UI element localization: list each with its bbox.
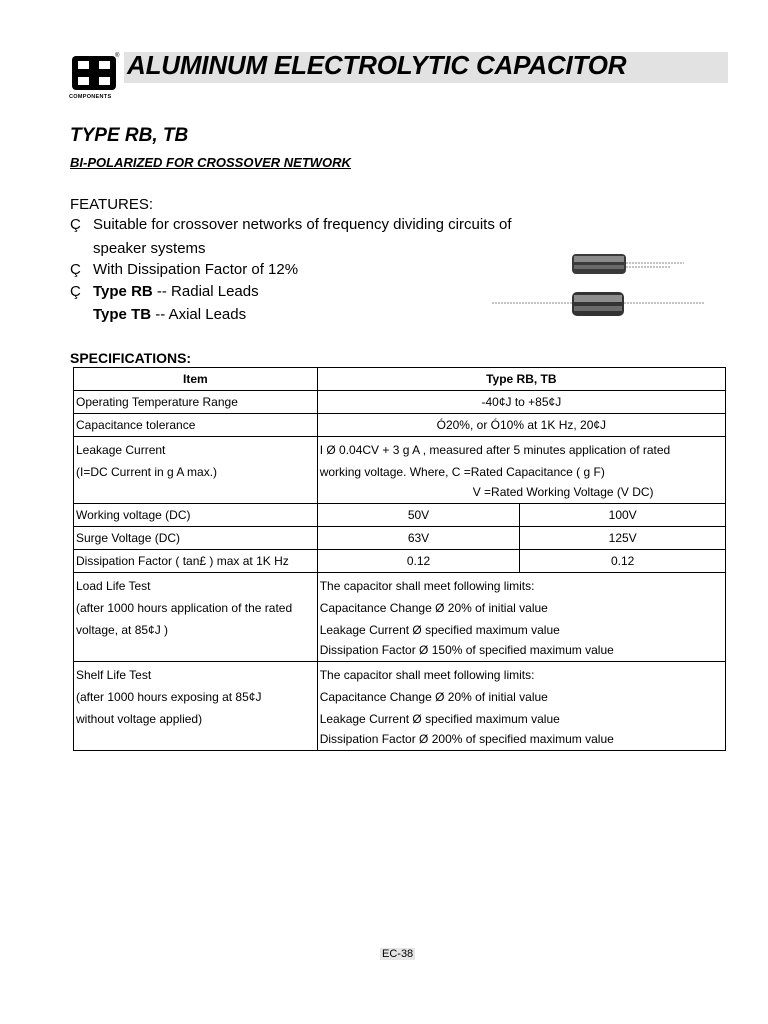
table-row bbox=[74, 662, 726, 751]
page-code: EC-38 bbox=[382, 948, 414, 960]
header-item: Item bbox=[74, 368, 318, 391]
row-label: Dissipation Factor ( tan£ ) max at 1K Hz bbox=[74, 550, 318, 573]
table-row bbox=[74, 391, 726, 414]
shelf-value-line: The capacitor shall meet following limits: bbox=[319, 668, 535, 682]
registered-mark: ® bbox=[115, 53, 120, 59]
load-value-line: The capacitor shall meet following limits: bbox=[319, 579, 535, 593]
header-type: Type RB, TB bbox=[317, 368, 725, 391]
load-label-line: Load Life Test bbox=[76, 579, 151, 593]
logo-text: COMPONENTS bbox=[69, 94, 112, 100]
shelf-value-line: Leakage Current Ø specified maximum value bbox=[319, 712, 560, 726]
row-value bbox=[317, 662, 725, 751]
row-label: Surge Voltage (DC) bbox=[74, 527, 318, 550]
features-heading: FEATURES: bbox=[70, 196, 154, 213]
feature-type-rb bbox=[93, 283, 259, 300]
load-label-line: voltage, at 85¢J ) bbox=[76, 623, 169, 637]
type-title: TYPE RB, TB bbox=[70, 125, 189, 146]
feature-item: With Dissipation Factor of 12% bbox=[93, 261, 299, 278]
row-label bbox=[74, 662, 318, 751]
shelf-label-line: (after 1000 hours exposing at 85¢J bbox=[76, 690, 262, 704]
row-value: 0.12 bbox=[520, 550, 726, 573]
leak-label-line: (I=DC Current in g A max.) bbox=[76, 465, 218, 479]
load-value-line: Dissipation Factor Ø 150% of specified maximum value bbox=[319, 643, 614, 657]
table-row bbox=[74, 437, 726, 504]
spec-table bbox=[73, 367, 726, 751]
leak-value-line: working voltage. Where, C =Rated Capacitance ( g F) bbox=[319, 465, 605, 479]
row-value: 50V bbox=[317, 504, 520, 527]
shelf-label-line: without voltage applied) bbox=[76, 712, 203, 726]
subtitle: BI-POLARIZED FOR CROSSOVER NETWORK bbox=[70, 155, 351, 170]
type-rb-label: Type RB bbox=[93, 283, 153, 300]
row-value: 0.12 bbox=[317, 550, 520, 573]
shelf-value-line: Dissipation Factor Ø 200% of specified maximum value bbox=[319, 732, 614, 746]
row-value bbox=[317, 437, 725, 504]
page-title: ALUMINUM ELECTROLYTIC CAPACITOR bbox=[127, 50, 627, 80]
bullet-icon: Ç bbox=[70, 261, 81, 278]
row-value: 125V bbox=[520, 527, 726, 550]
table-row bbox=[74, 573, 726, 662]
logo-mark-icon bbox=[71, 53, 120, 91]
shelf-label-line: Shelf Life Test bbox=[76, 668, 152, 682]
leak-label-line: Leakage Current bbox=[76, 443, 166, 457]
load-value-line: Leakage Current Ø specified maximum value bbox=[319, 623, 560, 637]
bullet-icon: Ç bbox=[70, 283, 81, 300]
feature-item: Suitable for crossover networks of frequency dividing circuits of bbox=[93, 216, 512, 233]
company-logo bbox=[69, 53, 121, 103]
load-label-line: (after 1000 hours application of the rated bbox=[76, 601, 293, 615]
feature-item: speaker systems bbox=[93, 240, 206, 257]
bullet-icon: Ç bbox=[70, 216, 81, 233]
type-tb-desc: -- Axial Leads bbox=[151, 306, 247, 323]
table-header-row bbox=[74, 368, 726, 391]
row-value: Ó20%, or Ó10% at 1K Hz, 20¢J bbox=[317, 414, 725, 437]
row-label bbox=[74, 573, 318, 662]
row-value: -40¢J to +85¢J bbox=[317, 391, 725, 414]
row-value bbox=[317, 573, 725, 662]
row-label bbox=[74, 437, 318, 504]
row-label: Working voltage (DC) bbox=[74, 504, 318, 527]
table-row bbox=[74, 414, 726, 437]
leak-value-line: V =Rated Working Voltage (V DC) bbox=[472, 485, 654, 499]
specifications-heading: SPECIFICATIONS: bbox=[70, 350, 192, 366]
table-row bbox=[74, 504, 726, 527]
type-tb-label: Type TB bbox=[93, 306, 152, 323]
leak-value-line: I Ø 0.04CV + 3 g A , measured after 5 minutes application of rated bbox=[319, 443, 671, 457]
table-row bbox=[74, 527, 726, 550]
shelf-value-line: Capacitance Change Ø 20% of initial value bbox=[319, 690, 548, 704]
row-value: 100V bbox=[520, 504, 726, 527]
row-label: Capacitance tolerance bbox=[74, 414, 318, 437]
row-value: 63V bbox=[317, 527, 520, 550]
row-label: Operating Temperature Range bbox=[74, 391, 318, 414]
capacitor-photo bbox=[488, 246, 706, 326]
table-row bbox=[74, 550, 726, 573]
type-rb-desc: -- Radial Leads bbox=[152, 283, 259, 300]
load-value-line: Capacitance Change Ø 20% of initial value bbox=[319, 601, 548, 615]
feature-type-tb bbox=[93, 306, 246, 323]
